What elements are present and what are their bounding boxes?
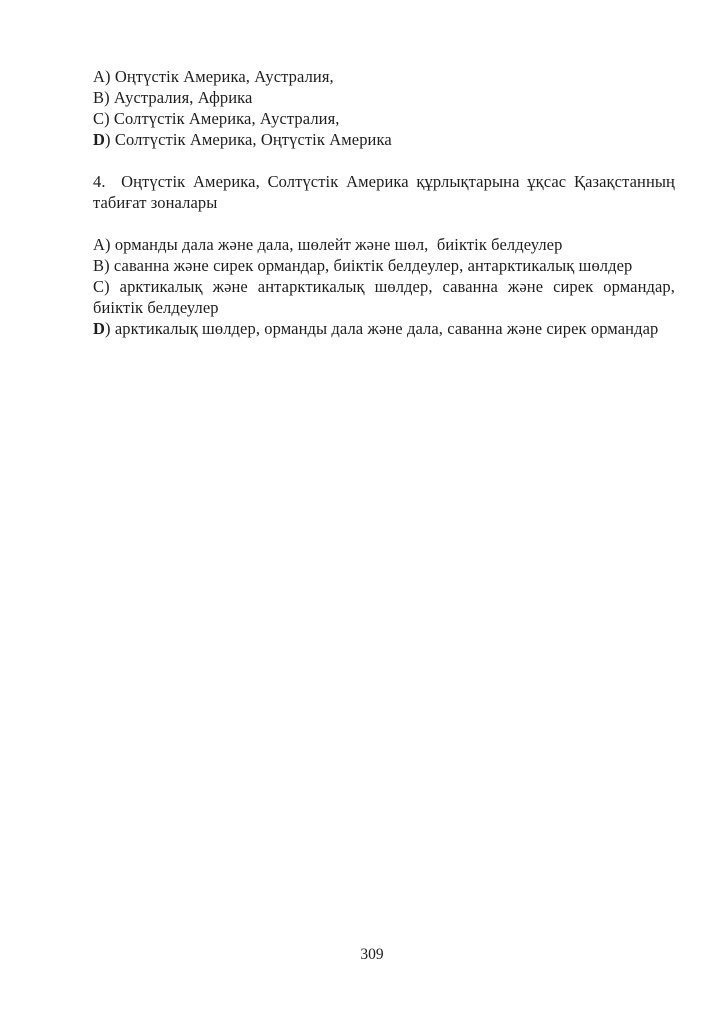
option-d-letter: D bbox=[93, 319, 106, 338]
question-4-line-1: 4. Оңтүстік Америка, Солтүстік Америка құрлықтарына ұқсас Қазақстанның bbox=[93, 172, 675, 191]
option-c-line-1: C) арктикалық және антарктикалық шөлдер, саванна және сирек ормандар, bbox=[93, 277, 675, 296]
option-c-line-2: биіктік белдеулер bbox=[93, 298, 219, 317]
prev-option-c: C) Солтүстік Америка, Аустралия, bbox=[93, 109, 340, 128]
prev-option-d bbox=[93, 129, 675, 150]
option-d-text: ) арктикалық шөлдер, орманды дала және дала, саванна және сирек ормандар bbox=[105, 319, 659, 338]
prev-option-d-text: ) Солтүстік Америка, Оңтүстік Америка bbox=[105, 130, 392, 149]
page-text-block bbox=[93, 66, 675, 339]
option-b: B) саванна және сирек ормандар, биіктік белдеулер, антарктикалық шөлдер bbox=[93, 256, 633, 275]
option-d bbox=[93, 318, 675, 339]
page-number: 309 bbox=[360, 946, 384, 963]
prev-option-b: B) Аустралия, Африка bbox=[93, 88, 253, 107]
question-4-line-2: табиғат зоналары bbox=[93, 193, 218, 212]
question-4 bbox=[93, 171, 675, 213]
prev-option-d-letter: D bbox=[93, 130, 106, 149]
question-4-options bbox=[93, 234, 675, 339]
page-footer bbox=[93, 944, 651, 965]
option-a: A) орманды дала және дала, шөлейт және шөл, биіктік белдеулер bbox=[93, 235, 563, 254]
previous-question-options bbox=[93, 66, 675, 150]
prev-option-a: A) Оңтүстік Америка, Аустралия, bbox=[93, 67, 334, 86]
